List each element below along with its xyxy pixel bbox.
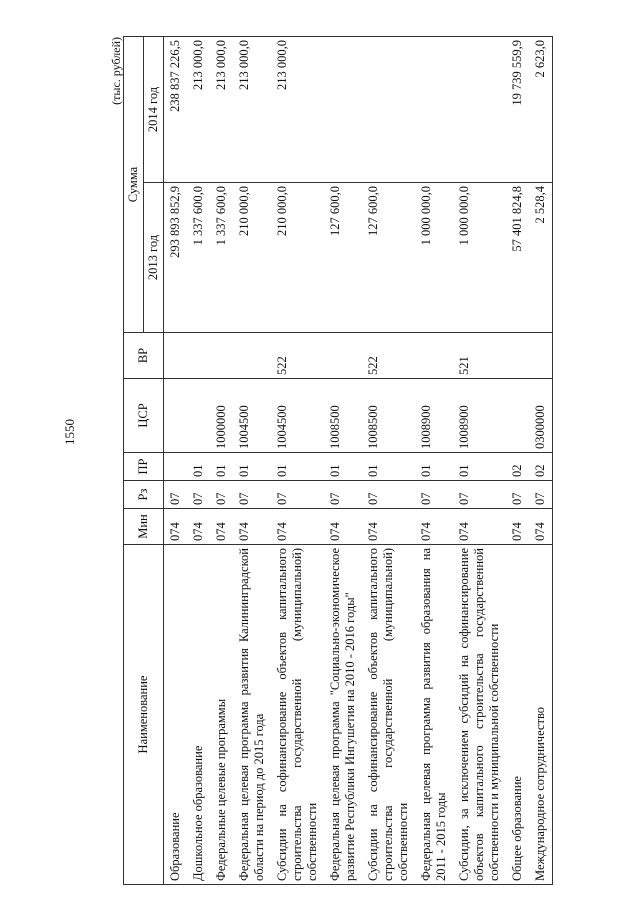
cell-pr: [164, 453, 188, 481]
cell-vr: [529, 333, 553, 379]
table-row: [187, 37, 210, 885]
cell-vr: [210, 333, 233, 379]
cell-y2014: 213 000,0: [233, 37, 271, 183]
table-row: [210, 37, 233, 885]
cell-name: Международное сотрудничество: [529, 545, 553, 885]
cell-csr: [164, 379, 188, 453]
cell-y2013: 1 000 000,0: [415, 183, 453, 333]
cell-rz: 07: [415, 481, 453, 509]
table-row: [271, 37, 324, 885]
cell-pr: 01: [415, 453, 453, 481]
cell-min: 074: [324, 509, 362, 545]
cell-vr: [324, 333, 362, 379]
cell-pr: 01: [324, 453, 362, 481]
cell-min: 074: [362, 509, 415, 545]
table-body: [164, 37, 553, 885]
cell-y2013: 293 893 852,9: [164, 183, 188, 333]
cell-csr: 1008500: [324, 379, 362, 453]
header-year-2014: 2014 год: [144, 37, 164, 183]
cell-y2013: 127 600,0: [324, 183, 362, 333]
cell-pr: 01: [187, 453, 210, 481]
cell-name: Федеральная целевая программа "Социально-экономическое развитие Республики Ингушетия на 2010 - 2016 годы": [324, 545, 362, 885]
cell-csr: 1004500: [271, 379, 324, 453]
header-csr: ЦСР: [124, 379, 164, 453]
cell-y2013: 1 000 000,0: [453, 183, 506, 333]
cell-y2013: 1 337 600,0: [187, 183, 210, 333]
cell-y2013: 57 401 824,8: [506, 183, 529, 333]
cell-y2014: 19 739 559,9: [506, 37, 529, 183]
cell-pr: 01: [453, 453, 506, 481]
cell-min: 074: [187, 509, 210, 545]
cell-name: Субсидии на софинансирование объектов капитального строительства государственной (муниципальной) собственности: [362, 545, 415, 885]
cell-rz: 07: [210, 481, 233, 509]
cell-vr: [506, 333, 529, 379]
cell-csr: 0300000: [529, 379, 553, 453]
table-row: [362, 37, 415, 885]
cell-pr: 02: [506, 453, 529, 481]
cell-csr: 1008900: [415, 379, 453, 453]
table-row: [529, 37, 553, 885]
cell-vr: 521: [453, 333, 506, 379]
cell-y2014: 213 000,0: [210, 37, 233, 183]
table-row: [453, 37, 506, 885]
cell-y2013: 2 528,4: [529, 183, 553, 333]
table-row: [324, 37, 362, 885]
cell-min: 074: [233, 509, 271, 545]
cell-csr: 1008500: [362, 379, 415, 453]
cell-y2014: 213 000,0: [271, 37, 324, 183]
cell-pr: 01: [233, 453, 271, 481]
budget-document: [109, 35, 609, 885]
cell-y2014: 238 837 226,5: [164, 37, 188, 183]
cell-rz: 07: [187, 481, 210, 509]
cell-name: Субсидии, за исключением субсидий на софинансирование объектов капитального строительства государственной собственности и муниципальной собственности: [453, 545, 506, 885]
cell-rz: 07: [164, 481, 188, 509]
cell-pr: 01: [210, 453, 233, 481]
cell-y2014: [324, 37, 362, 183]
cell-min: 074: [164, 509, 188, 545]
cell-rz: 07: [324, 481, 362, 509]
cell-vr: [233, 333, 271, 379]
rotated-table-container: [109, 35, 609, 885]
cell-name: Субсидии на софинансирование объектов капитального строительства государственной (муниципальной) собственности: [271, 545, 324, 885]
cell-rz: 07: [362, 481, 415, 509]
cell-y2013: 127 600,0: [362, 183, 415, 333]
header-sum: Сумма: [124, 37, 144, 333]
table-row: [164, 37, 188, 885]
cell-pr: 01: [362, 453, 415, 481]
budget-table: [123, 36, 553, 885]
cell-rz: 07: [506, 481, 529, 509]
header-min: Мин: [124, 509, 164, 545]
cell-min: 074: [271, 509, 324, 545]
cell-vr: [164, 333, 188, 379]
cell-y2014: [415, 37, 453, 183]
cell-y2013: 210 000,0: [233, 183, 271, 333]
cell-min: 074: [506, 509, 529, 545]
cell-csr: 1004500: [233, 379, 271, 453]
header-name: Наименование: [124, 545, 164, 885]
cell-min: 074: [529, 509, 553, 545]
cell-y2013: 1 337 600,0: [210, 183, 233, 333]
cell-pr: 01: [271, 453, 324, 481]
cell-name: Образование: [164, 545, 188, 885]
cell-rz: 07: [233, 481, 271, 509]
cell-y2014: 213 000,0: [187, 37, 210, 183]
cell-csr: [506, 379, 529, 453]
cell-y2014: 2 623,0: [529, 37, 553, 183]
cell-name: Федеральная целевая программа развития образования на 2011 - 2015 годы: [415, 545, 453, 885]
table-row: [233, 37, 271, 885]
cell-vr: [415, 333, 453, 379]
cell-vr: 522: [362, 333, 415, 379]
units-label: (тыс. рублей): [109, 37, 123, 105]
cell-csr: 1000000: [210, 379, 233, 453]
header-pr: ПР: [124, 453, 164, 481]
cell-rz: 07: [529, 481, 553, 509]
cell-name: Общее образование: [506, 545, 529, 885]
page-number: 1550: [62, 419, 77, 445]
cell-name: Дошкольное образование: [187, 545, 210, 885]
cell-y2014: [362, 37, 415, 183]
cell-vr: [187, 333, 210, 379]
cell-rz: 07: [271, 481, 324, 509]
header-year-2013: 2013 год: [144, 183, 164, 333]
cell-vr: 522: [271, 333, 324, 379]
table-row: [506, 37, 529, 885]
cell-csr: [187, 379, 210, 453]
cell-y2014: [453, 37, 506, 183]
cell-min: 074: [210, 509, 233, 545]
cell-csr: 1008900: [453, 379, 506, 453]
cell-y2013: 210 000,0: [271, 183, 324, 333]
cell-min: 074: [415, 509, 453, 545]
cell-rz: 07: [453, 481, 506, 509]
cell-name: Федеральная целевая программа развития Калининградской области на период до 2015 года: [233, 545, 271, 885]
table-row: [415, 37, 453, 885]
cell-min: 074: [453, 509, 506, 545]
header-rz: Рз: [124, 481, 164, 509]
cell-pr: 02: [529, 453, 553, 481]
cell-name: Федеральные целевые программы: [210, 545, 233, 885]
header-vr: ВР: [124, 333, 164, 379]
